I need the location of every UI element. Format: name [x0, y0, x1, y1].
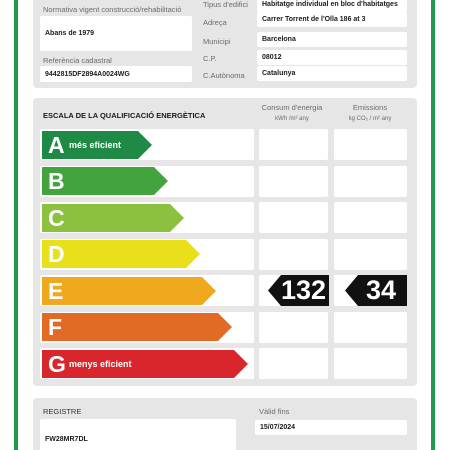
energy-class-bar-e: [42, 277, 216, 305]
emissions-cell-g: [334, 348, 407, 379]
adreca-value: Carrer Torrent de l'Olla 186 at 3: [257, 12, 407, 27]
consum-cell-f: [259, 312, 328, 343]
energy-class-bar-f: [42, 313, 232, 341]
emissions-cell-c: [334, 202, 407, 233]
municipi-label: Municipi: [203, 37, 231, 46]
registre-label: REGISTRE: [43, 407, 82, 416]
consum-header: Consum d'energia: [261, 103, 323, 112]
emissions-cell-b: [334, 166, 407, 197]
energy-class-letter: F: [48, 314, 63, 340]
consum-cell-c: [259, 202, 328, 233]
registre-value: FW28MR7DL: [40, 419, 236, 450]
energy-class-arrow-d: [42, 240, 200, 268]
emissions-rating-indicator-value: 34: [365, 275, 397, 305]
consum-cell-a: [259, 129, 328, 160]
energy-class-arrow-f: [42, 313, 232, 341]
energy-class-bar-g: [42, 350, 248, 378]
consum-unit: kWh /m² any: [275, 116, 309, 122]
energy-class-bar-d: [42, 240, 200, 268]
referencia-label: Referència cadastral: [43, 56, 112, 65]
emissions-rating-indicator: [345, 275, 407, 306]
energy-class-letter: B: [48, 168, 65, 194]
consum-cell-b: [259, 166, 328, 197]
tipus-label: Tipus d'edifici: [203, 0, 248, 9]
ca-value: Catalunya: [257, 66, 407, 81]
tipus-value: Habitatge individual en bloc d'habitatges: [257, 0, 407, 12]
adreca-label: Adreça: [203, 18, 227, 27]
energy-class-bar-c: [42, 204, 184, 232]
energy-class-letter: A: [48, 131, 65, 158]
consum-rating-indicator-value: 132: [280, 275, 327, 305]
energy-class-caption: més eficient: [69, 139, 122, 150]
energy-class-bar-b: [42, 167, 168, 195]
emissions-unit: kg CO₂ / m² any: [348, 116, 392, 122]
energy-class-letter: E: [48, 277, 64, 304]
consum-cell-d: [259, 239, 328, 270]
scale-title: ESCALA DE LA QUALIFICACIÓ ENERGÈTICA: [43, 111, 206, 120]
energy-class-arrow-e: [42, 277, 216, 305]
normativa-value: Abans de 1979: [40, 16, 192, 51]
normativa-label: Normativa vigent construcció/rehabilitació: [43, 5, 182, 14]
consum-rating-indicator: [268, 275, 329, 306]
energy-class-caption: menys eficient: [69, 358, 132, 369]
referencia-value: 9442815DF2894A0024WG: [40, 66, 192, 82]
energy-class-letter: G: [48, 350, 66, 377]
energy-class-letter: C: [48, 204, 65, 231]
consum-cell-g: [259, 348, 328, 379]
municipi-value: Barcelona: [257, 32, 407, 47]
energy-class-letter: D: [48, 241, 65, 267]
valid-label: Vàlid fins: [259, 407, 290, 416]
emissions-cell-d: [334, 239, 407, 270]
cp-label: C.P.: [203, 54, 217, 63]
valid-value: 15/07/2024: [255, 420, 407, 435]
energy-class-bar-a: [42, 131, 152, 159]
ca-label: C.Autònoma: [203, 71, 245, 80]
emissions-cell-a: [334, 129, 407, 160]
cp-value: 08012: [257, 50, 407, 65]
emissions-cell-f: [334, 312, 407, 343]
emissions-header: Emissions: [352, 103, 388, 112]
